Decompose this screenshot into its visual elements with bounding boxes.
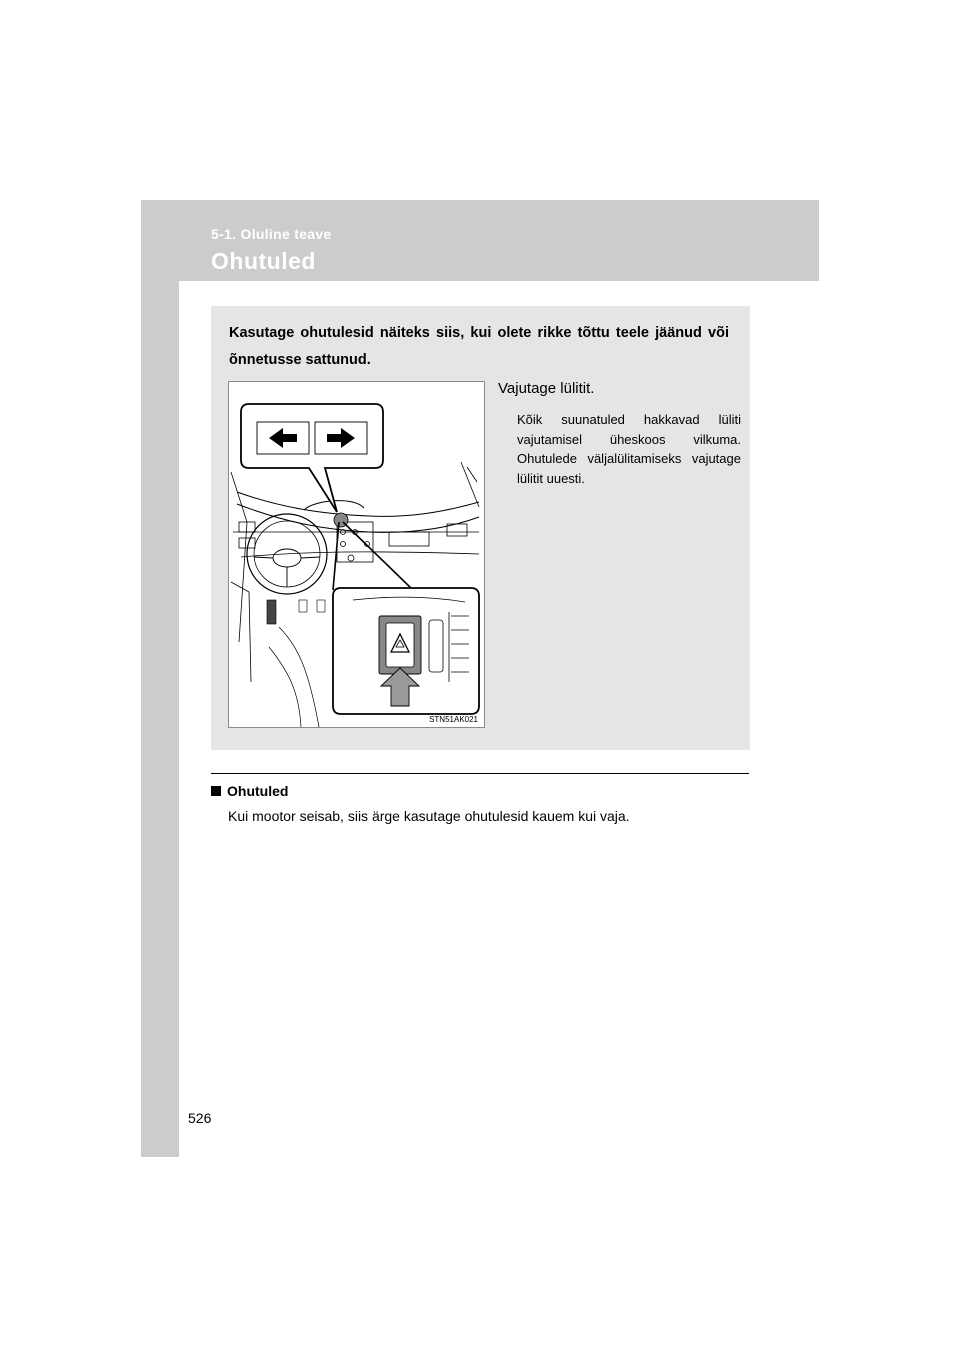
square-bullet-icon bbox=[211, 786, 221, 796]
figure-code: STN51AK021 bbox=[429, 715, 478, 724]
page-title: Ohutuled bbox=[211, 248, 316, 274]
step-title: Vajutage lülitit. bbox=[498, 380, 595, 397]
note-heading bbox=[211, 783, 288, 799]
divider bbox=[211, 773, 749, 774]
side-strip bbox=[141, 200, 179, 1157]
note-text: Kui mootor seisab, siis ärge kasutage ohutulesid kauem kui vaja. bbox=[228, 808, 630, 824]
dashboard-illustration bbox=[228, 381, 485, 728]
page-number: 526 bbox=[188, 1110, 212, 1126]
intro-text: Kasutage ohutulesid näiteks siis, kui olete rikke tõttu teele jäänud või õnnetusse sattunud. bbox=[229, 325, 729, 368]
note-heading-text: Ohutuled bbox=[227, 783, 289, 799]
section-label: 5-1. Oluline teave bbox=[211, 226, 332, 242]
step-description: Kõik suunatuled hakkavad lüliti vajutamisel üheskoos vilkuma. Ohutulede väljalülitamiseks vajutage lülitit uuesti. bbox=[517, 412, 741, 486]
